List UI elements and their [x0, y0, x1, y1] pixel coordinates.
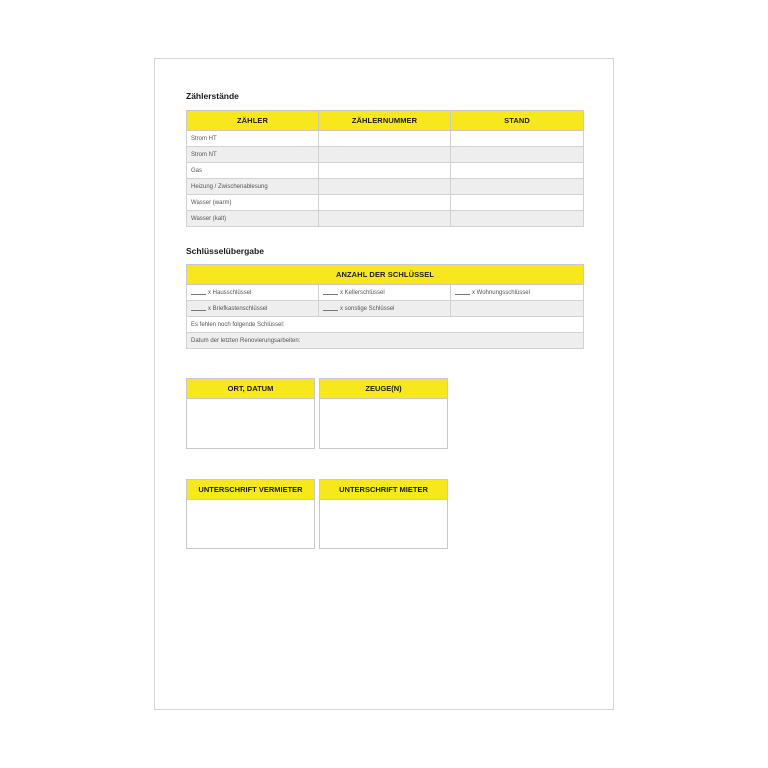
- apartment-key-cell[interactable]: x Wohnungsschlüssel: [451, 285, 584, 301]
- other-key-cell[interactable]: x sonstige Schlüssel: [319, 301, 451, 317]
- table-row: [187, 211, 584, 227]
- tenant-signature-box[interactable]: [319, 479, 448, 549]
- column-header-meter-number: ZÄHLERNUMMER: [319, 111, 451, 131]
- meter-label: Wasser (kalt): [187, 211, 319, 227]
- meter-reading-cell[interactable]: [451, 147, 584, 163]
- meter-number-cell[interactable]: [319, 163, 451, 179]
- meter-reading-cell[interactable]: [451, 131, 584, 147]
- witness-box[interactable]: [319, 378, 448, 449]
- key-handover-title: Schlüsselübergabe: [186, 246, 264, 256]
- meter-number-cell[interactable]: [319, 179, 451, 195]
- meter-label: Strom HT: [187, 131, 319, 147]
- meter-number-cell[interactable]: [319, 131, 451, 147]
- table-row: [187, 131, 584, 147]
- empty-cell: [451, 301, 584, 317]
- meter-number-cell[interactable]: [319, 195, 451, 211]
- meter-label: Wasser (warm): [187, 195, 319, 211]
- meter-number-cell[interactable]: [319, 147, 451, 163]
- table-row: [187, 301, 584, 317]
- meter-reading-cell[interactable]: [451, 163, 584, 179]
- meter-label: Gas: [187, 163, 319, 179]
- table-row: [187, 195, 584, 211]
- table-row: [187, 317, 584, 333]
- meter-reading-cell[interactable]: [451, 179, 584, 195]
- meter-reading-cell[interactable]: [451, 195, 584, 211]
- table-row: [187, 285, 584, 301]
- place-date-label: ORT, DATUM: [187, 379, 314, 399]
- key-count-header: ANZAHL DER SCHLÜSSEL: [187, 265, 584, 285]
- house-key-cell[interactable]: x Hausschlüssel: [187, 285, 319, 301]
- table-row: [187, 179, 584, 195]
- landlord-signature-box[interactable]: [186, 479, 315, 549]
- table-row: [187, 163, 584, 179]
- renovation-date-field[interactable]: Datum der letzten Renovierungsarbeiten:: [187, 333, 584, 349]
- tenant-signature-label: UNTERSCHRIFT MIETER: [320, 480, 447, 500]
- meter-label: Strom NT: [187, 147, 319, 163]
- key-handover-table: [186, 264, 584, 349]
- place-date-box[interactable]: [186, 378, 315, 449]
- table-row: [187, 147, 584, 163]
- meter-label: Heizung / Zwischenablesung: [187, 179, 319, 195]
- table-row: [187, 333, 584, 349]
- column-header-meter: ZÄHLER: [187, 111, 319, 131]
- landlord-signature-label: UNTERSCHRIFT VERMIETER: [187, 480, 314, 500]
- missing-keys-field[interactable]: Es fehlen noch folgende Schlüssel:: [187, 317, 584, 333]
- cellar-key-cell[interactable]: x Kellerschlüssel: [319, 285, 451, 301]
- meter-readings-title: Zählerstände: [186, 91, 239, 101]
- column-header-reading: STAND: [451, 111, 584, 131]
- mailbox-key-cell[interactable]: x Briefkastenschlüssel: [187, 301, 319, 317]
- witness-label: ZEUGE(N): [320, 379, 447, 399]
- meter-readings-table: [186, 110, 584, 227]
- meter-reading-cell[interactable]: [451, 211, 584, 227]
- meter-number-cell[interactable]: [319, 211, 451, 227]
